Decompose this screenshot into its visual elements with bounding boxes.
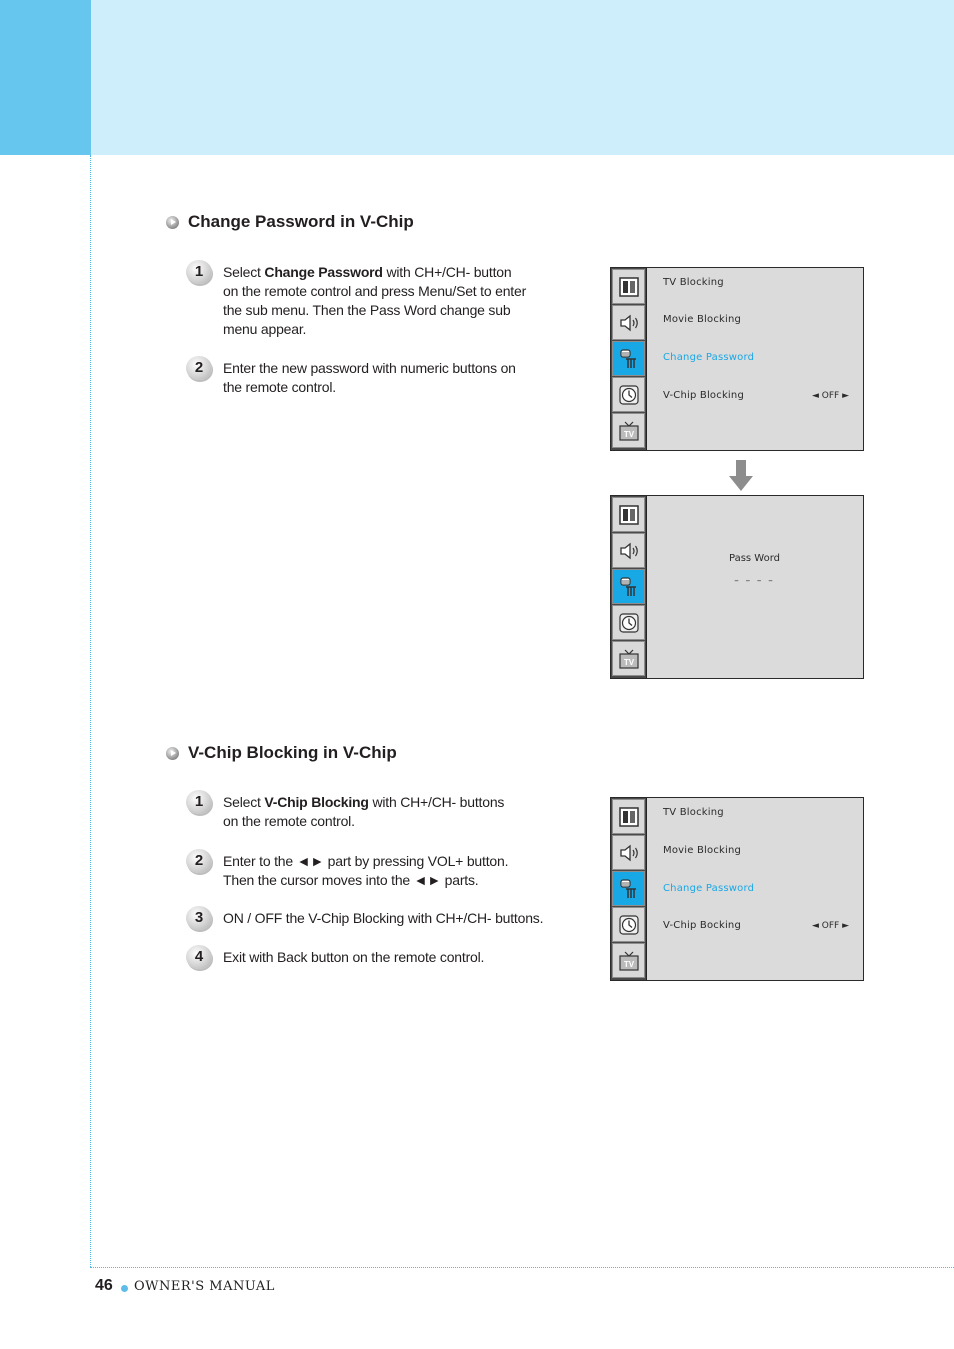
osd-value-toggle: ◄ OFF ►: [811, 391, 849, 401]
tv-icon: [612, 413, 645, 448]
osd-item-selected: Change Password: [663, 883, 755, 894]
section-title-change-password: [166, 212, 414, 232]
play-bullet-icon: [166, 216, 179, 229]
svg-text:TV: TV: [623, 429, 634, 439]
sound-icon: [612, 835, 645, 870]
timer-icon: [612, 377, 645, 412]
svg-text:TV: TV: [623, 657, 634, 667]
sound-icon: [612, 533, 645, 568]
section-title-text: V-Chip Blocking in V-Chip: [188, 743, 397, 762]
osd-item: Movie Blocking: [663, 845, 742, 856]
sound-icon: [612, 305, 645, 340]
step-text: ON / OFF the V-Chip Blocking with CH+/CH- buttons.: [223, 910, 544, 926]
svg-text:TV: TV: [623, 959, 634, 969]
header-accent-block: [0, 0, 91, 155]
tv-icon: [612, 943, 645, 978]
osd-password-entry: [610, 495, 864, 679]
step-text: Select Change Password with CH+/CH- button on the remote control and press Menu/Set to enter the sub menu. Then the Pass Word change sub menu appear.: [223, 264, 527, 337]
osd-item: TV Blocking: [663, 807, 724, 818]
setup-icon: [612, 871, 645, 906]
osd-menu-vchip: [610, 267, 864, 451]
play-bullet-icon: [166, 747, 179, 760]
footer-label: OWNER'S MANUAL: [134, 1279, 275, 1294]
password-label: Pass Word: [728, 553, 780, 564]
page-number: 46: [95, 1277, 113, 1294]
picture-icon: [612, 497, 645, 532]
password-placeholder: – – – –: [734, 576, 775, 586]
osd-item: TV Blocking: [663, 277, 724, 288]
osd-item: V-Chip Bocking: [663, 920, 742, 931]
setup-icon: [612, 341, 645, 376]
step-number-badge: 4: [186, 945, 212, 969]
osd-sidebar: [611, 496, 647, 678]
osd-sidebar: [611, 268, 647, 450]
osd-menu-vchip-blocking: [610, 797, 864, 981]
step-number-badge: 1: [186, 790, 212, 814]
step-number-badge: 3: [186, 906, 212, 930]
section-title-text: Change Password in V-Chip: [188, 212, 414, 231]
osd-item: Movie Blocking: [663, 314, 742, 325]
step-text: Enter the new password with numeric buttons on the remote control.: [223, 360, 516, 395]
osd-value-toggle: ◄ OFF ►: [811, 921, 849, 931]
margin-rule-horizontal: [90, 1267, 954, 1268]
section-title-vchip-blocking: [166, 743, 397, 763]
picture-icon: [612, 799, 645, 834]
osd-sidebar: [611, 798, 647, 980]
timer-icon: [612, 605, 645, 640]
footer-dot-icon: [121, 1285, 128, 1292]
picture-icon: [612, 269, 645, 304]
header-band: [91, 0, 954, 155]
setup-icon: [612, 569, 645, 604]
step-text: Exit with Back button on the remote control.: [223, 949, 485, 965]
step-number-badge: 2: [186, 849, 212, 873]
osd-item: V-Chip Blocking: [663, 390, 744, 401]
tv-icon: [612, 641, 645, 676]
step-text: Select V-Chip Blocking with CH+/CH- buttons on the remote control.: [223, 794, 505, 829]
osd-item-selected: Change Password: [663, 352, 755, 363]
timer-icon: [612, 907, 645, 942]
margin-rule-vertical: [90, 155, 91, 1267]
down-arrow-icon: [728, 460, 754, 492]
step-number-badge: 2: [186, 356, 212, 380]
step-text: Enter to the ◄► part by pressing VOL+ button. Then the cursor moves into the ◄► parts.: [223, 853, 509, 888]
step-number-badge: 1: [186, 260, 212, 284]
